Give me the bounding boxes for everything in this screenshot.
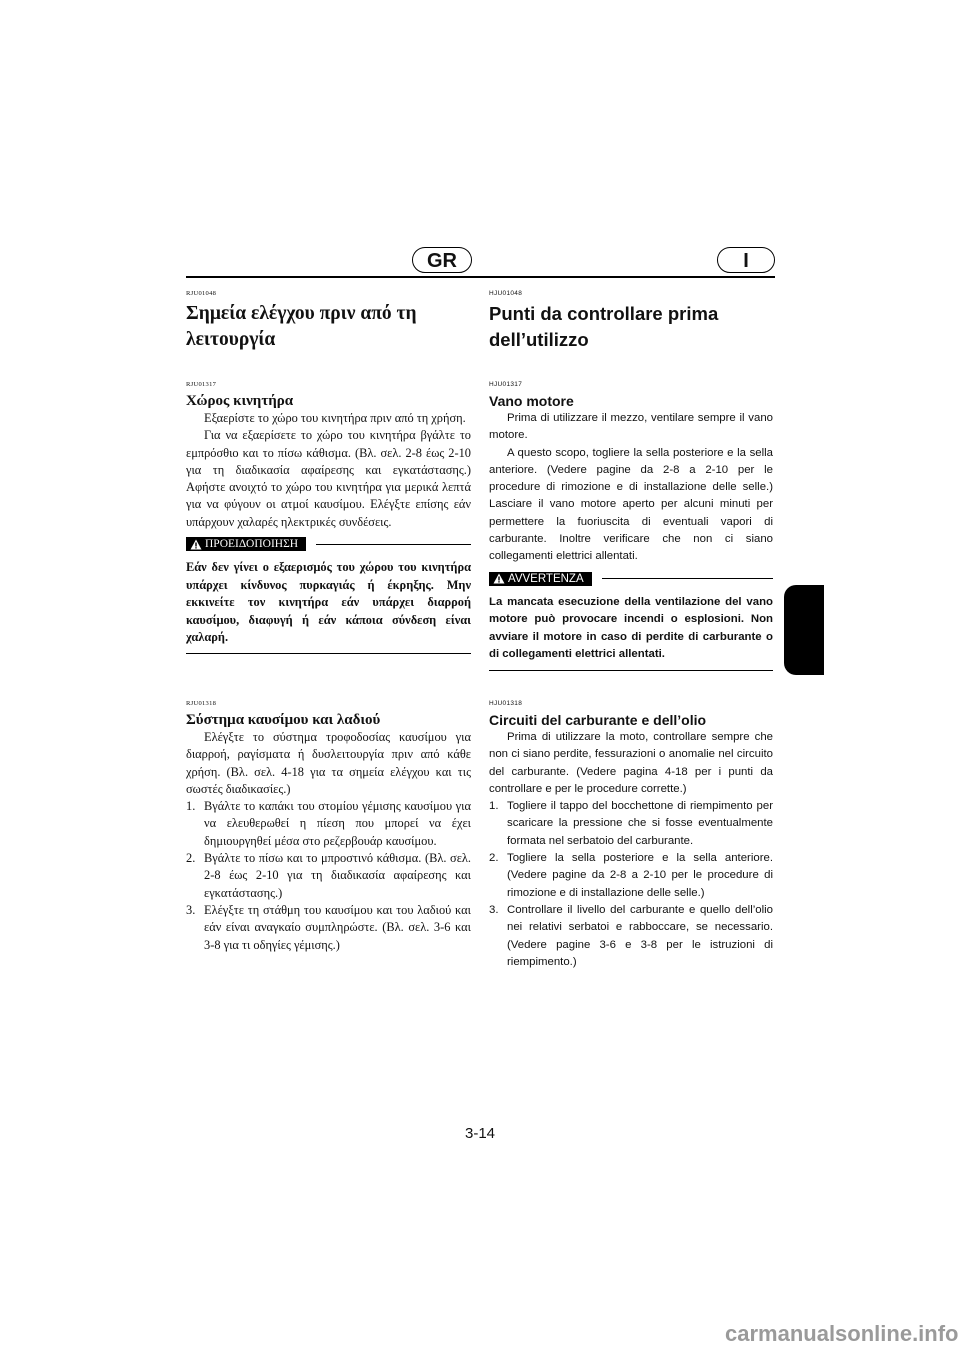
watermark: carmanualsonline.info (725, 1321, 959, 1346)
language-badge-it: I (717, 247, 775, 273)
warning-label (186, 537, 306, 551)
warning-bottom-rule (186, 653, 471, 654)
warning-header (489, 572, 773, 586)
warning-header (186, 537, 471, 551)
header-rule (186, 276, 775, 278)
list-item-number: 1. (489, 800, 499, 813)
list-item-number: 3. (489, 903, 499, 916)
warning-rule (316, 544, 471, 545)
warning-triangle-icon (493, 573, 505, 584)
section-code: HJU01048 (489, 290, 523, 297)
paragraph: Prima di utilizzare la moto, controllare sempre che non ci siano perdite, fessurazioni o anomalie nel circuito del carburante. (Vedere pagina 4-18 per i punti da controllare e per le procedure corrette.) (489, 731, 773, 795)
subsection-heading: Circuiti del carburante e dell’olio (489, 712, 707, 728)
subsection-code: RJU01317 (186, 381, 217, 388)
warning-label-text: ΠΡΟΕΙΔΟΠΟΙΗΣΗ (205, 538, 299, 551)
subsection-code: HJU01318 (489, 700, 523, 707)
procedure-list (186, 798, 471, 954)
list-item-text: Controllare il livello del carburante e quello dell’olio nei relativi serbatoi e rabboccare, se necessario. (Vedere pagine 3-6 e 3-8 per le istruzioni di riempimento.) (507, 903, 773, 968)
warning-rule (602, 578, 773, 579)
subsection-code: RJU01318 (186, 700, 217, 707)
italian-column-bottom (489, 700, 773, 971)
list-item (489, 798, 773, 850)
paragraph: Για να εξαερίσετε το χώρο του κινητήρα βγάλτε το εμπρόσθιο και το πίσω κάθισμα. (Βλ. σελ. 2-8 έως 2-10 για τη διαδικασία αφαίρεσης και εγκατάστασης.) Αφήστε ανοιχτό το χώρο του κινητήρα για μερικά λεπτά για να φύγουν οι ατμοί καυσίμου. Ελέγξτε επίσης εάν υπάρχουν χαλαρές ηλεκτρικές συνδέσεις. (186, 428, 471, 529)
list-item (489, 902, 773, 971)
section-title: Σημεία ελέγχου πριν από τη λειτουργία (186, 303, 417, 350)
list-item-number: 2. (489, 852, 499, 865)
chapter-tab (784, 585, 824, 675)
subsection-heading: Χώρος κινητήρα (186, 393, 294, 409)
paragraph: Ελέγξτε το σύστημα τροφοδοσίας καυσίμου για διαρροή, ραγίσματα ή δυσλειτουργία πριν από κάθε χρήση. (Βλ. σελ. 4-18 για τα σημεία ελέγχου και τις σωστές διαδικασίες.) (186, 730, 471, 796)
list-item-text: Βγάλτε το καπάκι του στομίου γέμισης καυσίμου για να ελευθερωθεί η πίεση που μπορεί να έχει δημιουργηθεί μέσα στο ρεζερβουάρ καυσίμου. (204, 799, 471, 848)
italian-column-top (489, 290, 773, 671)
section-code: RJU01048 (186, 290, 217, 297)
warning-text: Εάν δεν γίνει ο εξαερισμός του χώρου του κινητήρα υπάρχει κίνδυνος πυρκαγιάς ή έκρηξης. Μην εκκινείτε τον κινητήρα εάν υπάρχει διαρροή καυσίμου, διαφυγή ή εάν κάποια σύνδεση είναι χαλαρή. (186, 560, 471, 645)
subsection-code: HJU01317 (489, 381, 523, 388)
list-item-number: 3. (186, 902, 196, 917)
list-item-text: Βγάλτε το πίσω και το μπροστινό κάθισμα. (Βλ. σελ. 2-8 έως 2-10 για τη διαδικασία αφαίρεσης και εγκατάστασης.) (204, 851, 471, 900)
subsection-heading: Vano motore (489, 393, 574, 409)
subsection-heading: Σύστημα καυσίμου και λαδιού (186, 712, 381, 728)
list-item (186, 850, 471, 902)
paragraph: A questo scopo, togliere la sella posteriore e la sella anteriore. (Vedere pagine da 2-8 a 2-10 per le procedure di rimozione e di installazione delle selle.) Lasciare il vano motore aperto per alcuni minuti per permettere la fuoriuscita di eventuali vapori di carburante. Inoltre verificare che non ci siano collegamenti elettrici allentati. (489, 446, 773, 563)
warning-bottom-rule (489, 670, 773, 671)
warning-triangle-icon (190, 539, 202, 550)
warning-label-text: AVVERTENZA (508, 572, 584, 585)
paragraph: Εξαερίστε το χώρο του κινητήρα πριν από τη χρήση. (204, 411, 466, 425)
list-item-number: 2. (186, 851, 196, 866)
paragraph: Prima di utilizzare il mezzo, ventilare sempre il vano motore. (489, 412, 773, 442)
language-badge-gr: GR (412, 247, 472, 273)
warning-text: La mancata esecuzione della ventilazione del vano motore può provocare incendi o esplosioni. Non avviare il motore in caso di perdite di carburante o di collegamenti elettrici allentati. (489, 595, 773, 661)
list-item-text: Togliere la sella posteriore e la sella anteriore. (Vedere pagine da 2-8 a 2-10 per le procedure di rimozione e di installazione delle selle.) (507, 852, 773, 899)
procedure-list (489, 798, 773, 971)
greek-column-bottom (186, 700, 471, 954)
list-item-number: 1. (186, 799, 196, 814)
list-item-text: Togliere il tappo del bocchettone di riempimento per scaricare la pressione che si fosse eventualmente formata nel serbatoio del carburante. (507, 800, 773, 847)
warning-label (489, 572, 592, 586)
page-number: 3-14 (464, 1125, 496, 1142)
greek-column-top (186, 290, 471, 654)
section-title: Punti da controllare prima dell’utilizzo (489, 303, 719, 350)
list-item-text: Ελέγξτε τη στάθμη του καυσίμου και του λαδιού και εάν είναι αναγκαίο συμπληρώστε. (Βλ. σελ. 3-6 και 3-8 για τι οδηγίες γέμισης.) (204, 902, 471, 952)
list-item (186, 902, 471, 954)
list-item (186, 798, 471, 850)
list-item (489, 850, 773, 902)
